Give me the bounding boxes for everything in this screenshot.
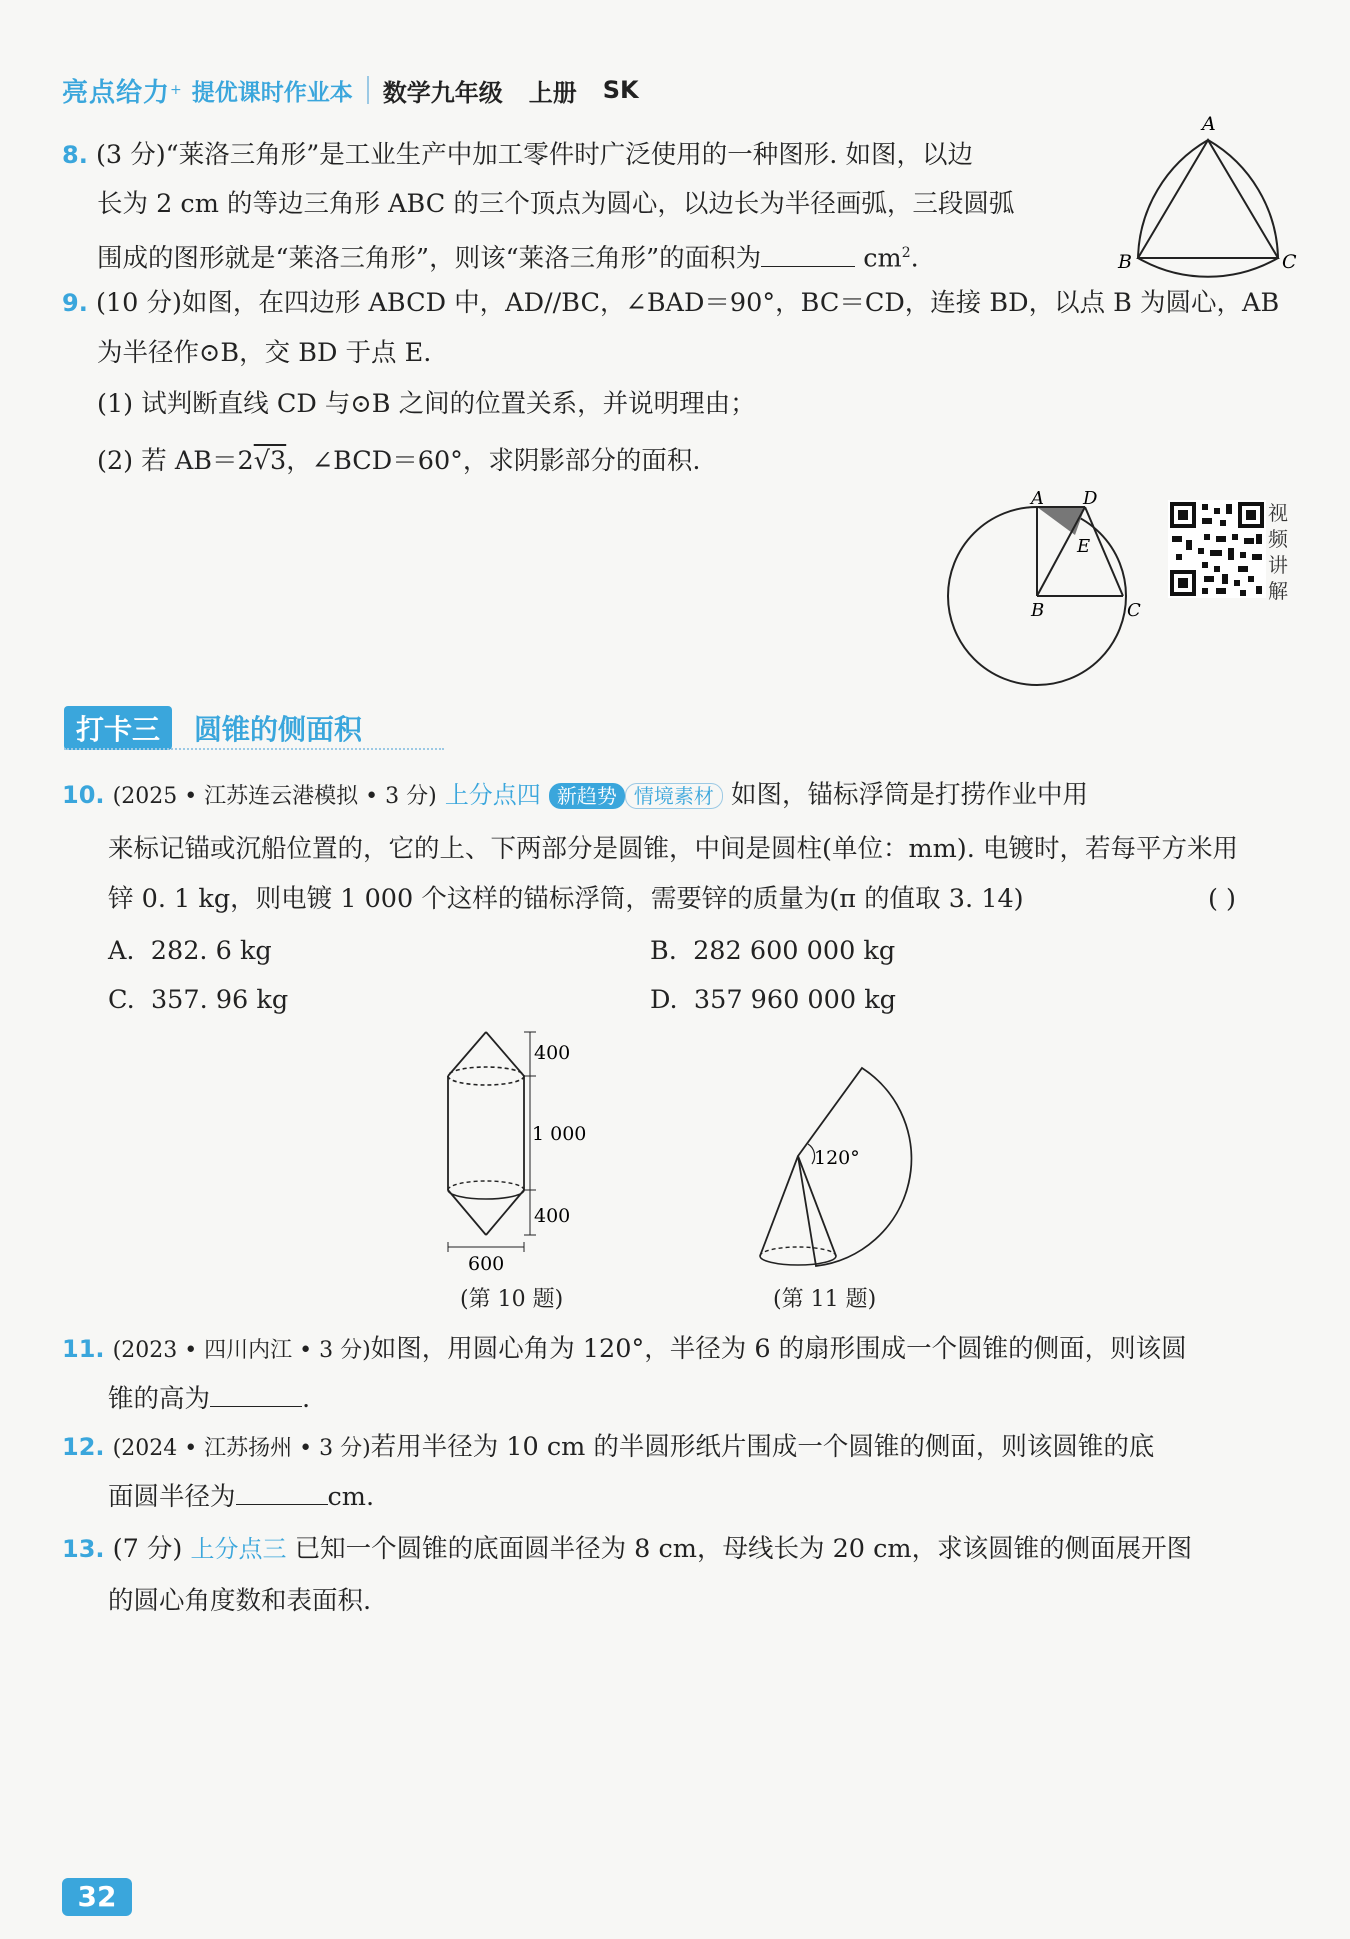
q11-text-2: 锥的高为 [108,1384,211,1414]
q11-number: 11. [62,1335,105,1363]
q8-text-2: 长为 2 cm 的等边三角形 ABC 的三个顶点为圆心，以边长为半径画弧，三段圆弧 [97,189,1015,219]
q12-source: (2024 • 江苏扬州 • 3 分) [112,1436,371,1461]
q9-text-3: (1) 试判断直线 CD 与⊙B 之间的位置关系，并说明理由； [97,389,756,419]
edition-label: SK [602,76,639,104]
choice-key: A. [108,936,135,966]
q12-text-2: 面圆半径为 [108,1482,236,1512]
q10-dim-mid: 1 000 [532,1123,587,1145]
q11-source: (2023 • 四川内江 • 3 分) [112,1338,371,1363]
q9-text-2: 为半径作⊙B，交 BD 于点 E. [97,338,432,368]
q10-choice-b[interactable] [650,934,895,968]
section-header [64,704,444,750]
q9-label-b: B [1031,600,1045,621]
q10-number: 10. [62,781,105,809]
choice-text: 357 960 000 kg [693,985,896,1015]
q9-text-4b: ，∠BCD＝60°，求阴影部分的面积. [286,446,701,476]
q12-number: 12. [62,1433,105,1461]
q10-text-2: 来标记锚或沉船位置的，它的上、下两部分是圆锥，中间是圆柱(单位：mm). 电镀时，若每平方米用 [108,834,1238,864]
q10-choice-a[interactable] [108,934,272,968]
q11-answer-blank[interactable] [210,1382,302,1407]
q8-label-b: B [1118,251,1132,273]
header-divider [367,76,369,104]
choice-key: B. [650,936,677,966]
q12-line-2 [108,1480,374,1514]
q8-end: . [910,243,919,274]
q8-unit: cm [863,243,902,274]
q13-score: (7 分) [112,1534,183,1564]
q11-caption: (第 11 题) [773,1287,877,1312]
q10-buoy-figure [430,1030,610,1280]
q10-source: (2025 • 江苏连云港模拟 • 3 分) [112,784,437,809]
q10-dim-top: 400 [534,1042,571,1064]
q13-text-2: 的圆心角度数和表面积. [108,1586,372,1616]
q10-choice-c[interactable] [108,983,288,1017]
q8-text-1: (3 分)“莱洛三角形”是工业生产中加工零件时广泛使用的一种图形. 如图，以边 [95,140,973,170]
q10-answer-paren[interactable]: ( ) [1208,884,1237,914]
section-tag: 打卡三 [64,706,172,750]
choice-text: 282. 6 kg [150,936,272,966]
book-title: 提优课时作业本 [191,79,353,106]
q8-label-c: C [1282,251,1297,273]
q9-text-4a: (2) 若 AB＝2 [97,446,254,476]
qr-video-label: 视频讲解 [1268,501,1288,603]
q12-text-1: 若用半径为 10 cm 的半圆形纸片围成一个圆锥的侧面，则该圆锥的底 [370,1432,1155,1462]
brand-plus: + [170,82,182,98]
q12-line-1 [62,1430,1154,1466]
page-number: 32 [62,1878,132,1916]
q12-end: cm. [327,1482,375,1512]
q13-tag: 上分点三 [190,1535,287,1563]
qr-code-icon[interactable] [1168,500,1266,598]
q8-answer-blank[interactable] [761,242,855,267]
q11-line-1 [62,1332,1187,1368]
choice-text: 282 600 000 kg [693,936,896,966]
q9-label-c: C [1127,600,1141,621]
q8-number: 8. [62,141,88,169]
q9-label-a: A [1031,490,1044,509]
q10-caption: (第 10 题) [460,1287,564,1312]
q8-text-3: 围成的图形就是“莱洛三角形”，则该“莱洛三角形”的面积为 [97,243,762,274]
q8-line-1 [62,138,973,172]
q10-dim-bottom: 400 [534,1205,571,1227]
q9-text-1: (10 分)如图，在四边形 ABCD 中，AD//BC，∠BAD＝90°，BC＝CD，连接 BD，以点 B 为圆心，AB [95,288,1280,318]
q9-circle-figure [945,490,1145,690]
choice-text: 357. 96 kg [150,985,289,1015]
q11-end: . [302,1384,311,1414]
q10-badge-trend: 新趋势 [549,783,625,809]
q8-reuleaux-figure [1110,110,1310,280]
q9-sqrt: √3 [253,446,287,476]
q9-line-4 [97,444,701,478]
q10-badge-context: 情境素材 [625,783,723,809]
volume-label: 上册 [528,78,577,107]
brand-logo: 亮点给力 [62,77,171,108]
subject-label: 数学九年级 [382,78,503,107]
page-header [62,70,639,110]
q9-label-e: E [1077,536,1091,557]
q9-line-1 [62,286,1279,320]
q10-line-1 [62,778,1088,814]
q10-tag: 上分点四 [444,781,541,809]
q10-choice-d[interactable] [650,983,896,1017]
section-underline [64,748,444,750]
q11-sector-figure [750,1060,920,1270]
choice-key: C. [108,985,135,1015]
q13-text-1: 已知一个圆锥的底面圆半径为 8 cm，母线长为 20 cm，求该圆锥的侧面展开图 [294,1534,1193,1564]
q9-number: 9. [62,289,88,317]
section-title: 圆锥的侧面积 [194,713,363,746]
q13-number: 13. [62,1535,105,1563]
q8-label-a: A [1202,113,1216,135]
q10-text-3: 锌 0. 1 kg，则电镀 1 000 个这样的锚标浮筒，需要锌的质量为(π 的值取 3. 14) [108,884,1024,914]
q9-label-d: D [1083,490,1098,509]
q8-line-3 [97,236,919,276]
q11-line-2 [108,1382,310,1416]
q11-text-1: 如图，用圆心角为 120°，半径为 6 的扇形围成一个圆锥的侧面，则该圆 [370,1334,1187,1364]
choice-key: D. [650,985,678,1015]
q13-line-1 [62,1532,1192,1566]
q11-angle-label: 120° [814,1147,860,1169]
q12-answer-blank[interactable] [236,1480,328,1505]
q10-dim-width: 600 [468,1253,505,1275]
q10-text-1: 如图，锚标浮筒是打捞作业中用 [731,780,1089,810]
q8-unit-sup: 2 [901,245,911,261]
